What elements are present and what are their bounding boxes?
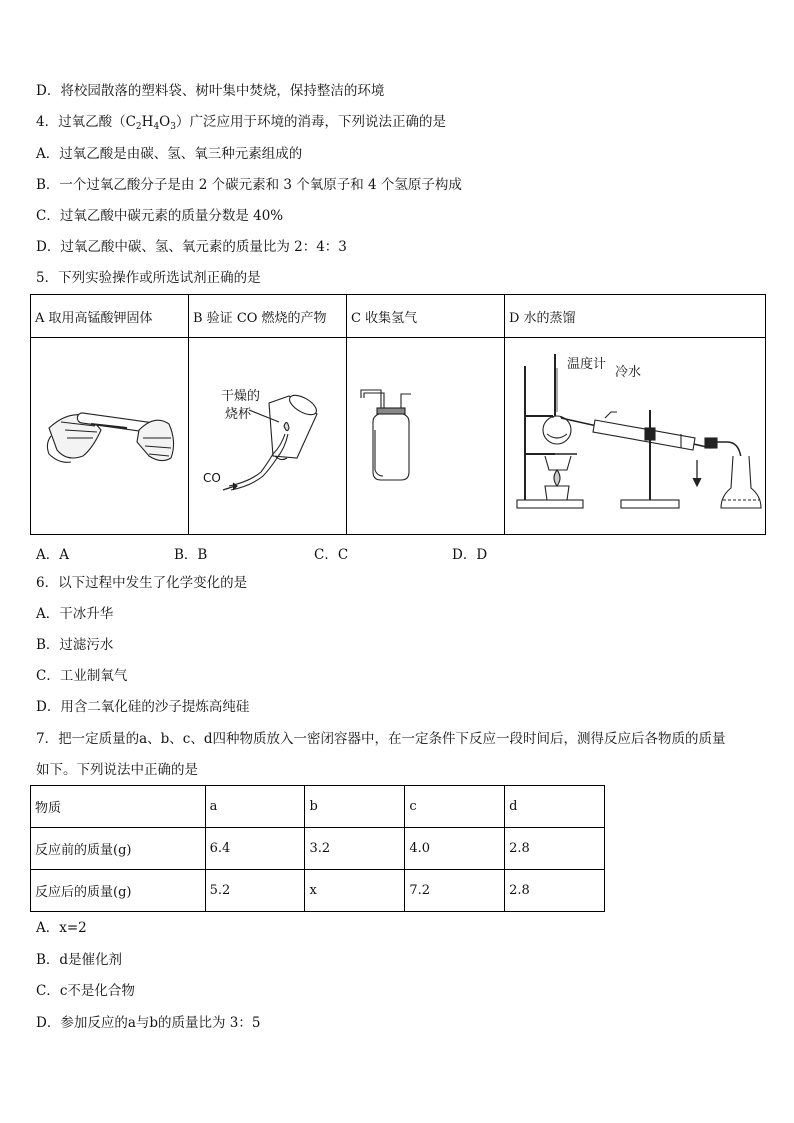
q5-figure-d-cell	[505, 338, 766, 535]
q7-cell: 3.2	[305, 828, 405, 870]
q4-option-d: D．过氧乙酸中碳、氢、氧元素的质量比为 2：4：3	[36, 239, 347, 255]
distillation-figure	[505, 338, 765, 534]
q7-table	[30, 785, 605, 912]
q7-cell: 4.0	[405, 828, 505, 870]
table-row	[31, 870, 605, 912]
q4-option-b: B．一个过氧乙酸分子是由 2 个碳元素和 3 个氧原子和 4 个氢原子构成	[36, 177, 462, 193]
q5-option-c: C．C	[314, 547, 349, 563]
q5-option-a: A．A	[36, 547, 69, 563]
q7-cell: x	[305, 870, 405, 912]
q4-sub-h: 4	[153, 122, 160, 132]
q7-cell: 2.8	[505, 828, 605, 870]
q4-sub-c: 2	[135, 122, 142, 132]
q7-cell: 反应后的质量(g)	[31, 870, 206, 912]
q7-option-c: C．c不是化合物	[36, 983, 135, 999]
q7-header-cell: a	[205, 786, 305, 828]
q6-stem: 6．以下过程中发生了化学变化的是	[36, 575, 248, 591]
q4-stem-post: ）广泛应用于环境的消毒，下列说法正确的是	[175, 114, 446, 130]
q5-figure-a-cell	[31, 338, 189, 535]
b-beaker-label: 烧杯	[225, 407, 252, 422]
q7-cell: 反应前的质量(g)	[31, 828, 206, 870]
q6-option-a: A．干冰升华	[36, 606, 114, 622]
q7-header-cell: d	[505, 786, 605, 828]
b-dry-label: 干燥的	[221, 389, 261, 404]
q4-sub-o: 3	[170, 122, 176, 132]
q7-option-a: A．x=2	[36, 920, 87, 936]
q5-header-c: C 收集氢气	[347, 295, 505, 338]
d-thermometer-label: 温度计	[567, 357, 607, 372]
co-beaker-figure	[189, 338, 346, 534]
table-row	[31, 828, 605, 870]
q7-cell: 7.2	[405, 870, 505, 912]
q4-h: H	[141, 114, 154, 130]
q5-stem: 5．下列实验操作或所选试剂正确的是	[36, 270, 261, 286]
q7-option-b: B．d是催化剂	[36, 952, 123, 968]
gas-bottle-figure	[347, 338, 504, 534]
q5-table	[30, 294, 766, 535]
q7-cell: 5.2	[205, 870, 305, 912]
q7-stem-line2: 如下。下列说法中正确的是	[36, 762, 198, 778]
q3-option-d: D．将校园散落的塑料袋、树叶集中焚烧，保持整洁的环境	[36, 83, 385, 99]
q5-figure-c-cell	[347, 338, 505, 535]
q4-option-a: A．过氧乙酸是由碳、氢、氧三种元素组成的	[36, 146, 303, 162]
q5-header-d: D 水的蒸馏	[505, 295, 766, 338]
q7-header-cell: c	[405, 786, 505, 828]
q7-cell: 6.4	[205, 828, 305, 870]
q5-figure-b-cell	[189, 338, 347, 535]
q7-stem-line1: 7．把一定质量的a、b、c、d四种物质放入一密闭容器中，在一定条件下反应一段时间后，测得反应后各物质的质量	[36, 731, 726, 747]
q7-header-cell: 物质	[31, 786, 206, 828]
q7-cell: 2.8	[505, 870, 605, 912]
q7-option-d: D．参加反应的a与b的质量比为 3：5	[36, 1015, 261, 1031]
q5-header-b: B 验证 CO 燃烧的产物	[189, 295, 347, 338]
q5-header-a: A 取用高锰酸钾固体	[31, 295, 189, 338]
q6-option-b: B．过滤污水	[36, 637, 114, 653]
hands-test-tube-figure	[31, 338, 188, 534]
table-row	[31, 786, 605, 828]
q6-option-c: C．工业制氧气	[36, 668, 128, 684]
q4-option-c: C．过氧乙酸中碳元素的质量分数是 40%	[36, 208, 284, 224]
q4-o: O	[159, 114, 171, 130]
q5-option-d: D．D	[452, 547, 488, 563]
q7-header-cell: b	[305, 786, 405, 828]
q4-stem-pre: 4．过氧乙酸（C	[36, 114, 136, 130]
q4-stem	[36, 113, 446, 136]
q5-option-b: B．B	[174, 547, 208, 563]
d-cold-water-label: 冷水	[615, 365, 642, 380]
b-co-label: CO	[203, 471, 221, 485]
q6-option-d: D．用含二氧化硅的沙子提炼高纯硅	[36, 699, 250, 715]
